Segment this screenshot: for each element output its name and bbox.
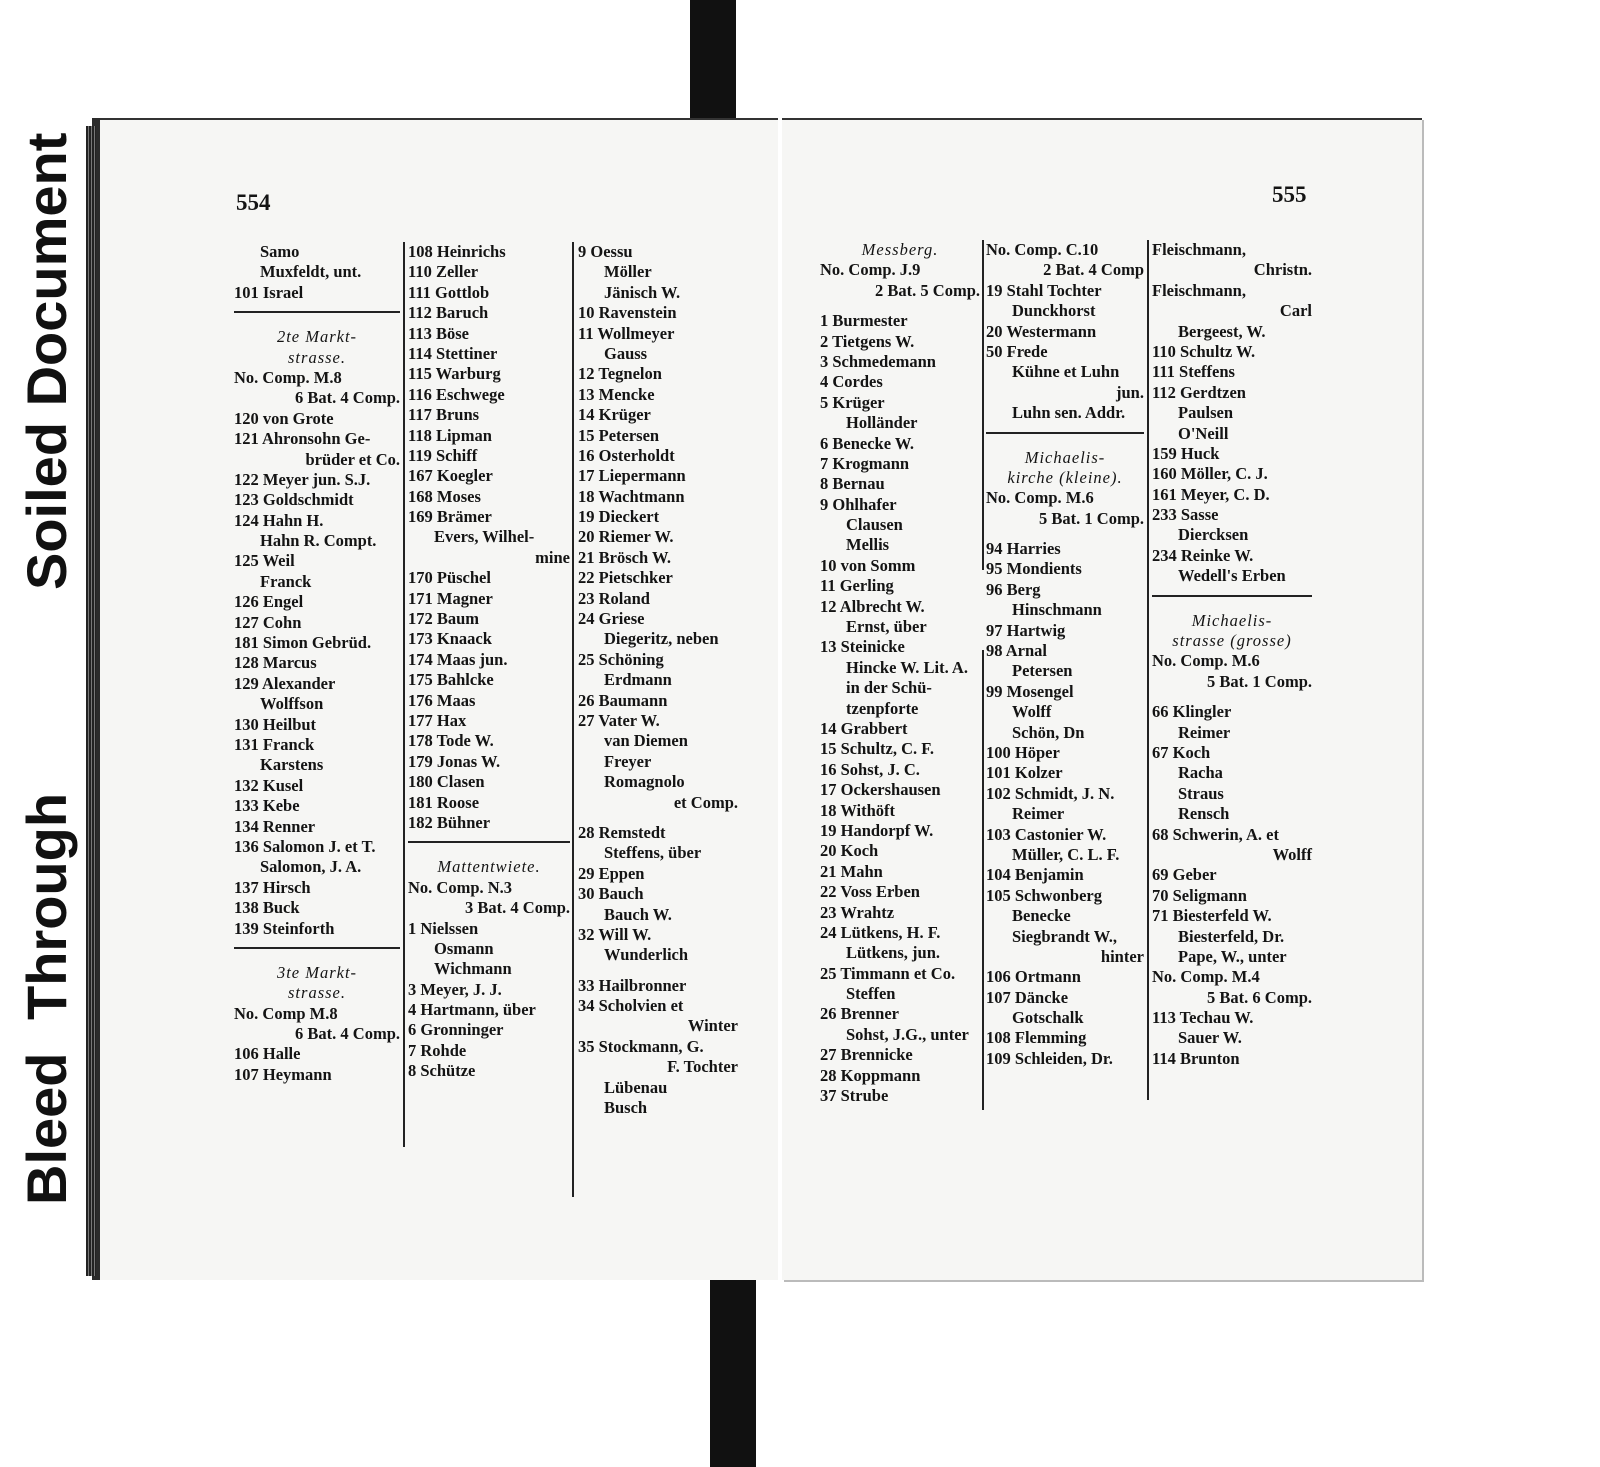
directory-entry: 182 Bühner xyxy=(408,812,491,832)
directory-entry: 23 Wrahtz xyxy=(820,902,895,922)
directory-entry: 20 Westermann xyxy=(986,321,1097,341)
side-label-word-soiled-document: Soiled Document xyxy=(15,132,78,590)
street-heading-line: Steffen xyxy=(846,984,896,1004)
directory-entry: 19 Dieckert xyxy=(578,507,660,527)
directory-entry: 114 Brunton xyxy=(1152,1048,1240,1068)
street-heading-line: Romagnolo xyxy=(604,772,685,792)
street-heading-line: kirche (kleine). xyxy=(1007,467,1123,487)
spacer xyxy=(1152,692,1312,702)
street-heading-line: Franck xyxy=(260,571,312,591)
directory-entry: 4 Hartmann, über xyxy=(408,1000,536,1020)
directory-entry: 116 Eschwege xyxy=(408,384,505,404)
book-spine-bottom xyxy=(710,1270,756,1467)
directory-entry: 115 Warburg xyxy=(408,364,501,384)
side-label-word-bleed: Bleed xyxy=(15,1052,78,1205)
directory-entry: 111 Gottlob xyxy=(408,282,490,302)
directory-entry: No. Comp. M.8 xyxy=(234,367,342,387)
directory-entry: 17 Liepermann xyxy=(578,466,686,486)
directory-entry: 169 Brämer xyxy=(408,507,492,527)
street-heading-line: Schön, Dn xyxy=(1012,722,1085,742)
directory-entry: 5 Bat. 1 Comp. xyxy=(1207,671,1312,691)
street-heading-line: Wichmann xyxy=(434,959,512,979)
street-heading-line: Michaelis- xyxy=(1191,610,1273,630)
street-heading-line: Benecke xyxy=(1012,906,1071,926)
directory-entry: Fleischmann, xyxy=(1152,240,1246,259)
directory-entry: 97 Hartwig xyxy=(986,620,1066,640)
directory-entry: 132 Kusel xyxy=(234,775,304,795)
directory-entry: 22 Voss Erben xyxy=(820,882,920,902)
section-divider xyxy=(234,311,400,313)
side-label xyxy=(12,132,82,1205)
directory-entry: 161 Meyer, C. D. xyxy=(1152,484,1270,504)
directory-entry: 108 Heinrichs xyxy=(408,242,506,261)
directory-entry: 14 Krüger xyxy=(578,405,651,425)
directory-entry: 106 Ortmann xyxy=(986,967,1081,987)
left-column-divider-2 xyxy=(572,242,574,1197)
directory-entry: 19 Handorpf W. xyxy=(820,820,934,840)
street-heading-line: Sohst, J.G., unter xyxy=(846,1024,969,1044)
directory-entry: 27 Brennicke xyxy=(820,1045,913,1065)
left-column-1 xyxy=(234,242,400,1085)
directory-entry: 6 Gronninger xyxy=(408,1020,504,1040)
directory-entry: 233 Sasse xyxy=(1152,505,1219,525)
directory-entry: 13 Steinicke xyxy=(820,637,905,657)
directory-entry: 34 Scholvien et xyxy=(578,996,684,1016)
directory-entry: 50 Frede xyxy=(986,341,1048,361)
directory-entry: 21 Mahn xyxy=(820,861,883,881)
directory-entry: 104 Benjamin xyxy=(986,865,1084,885)
street-heading-line: Busch xyxy=(604,1098,648,1118)
directory-entry: 95 Mondients xyxy=(986,559,1082,579)
street-heading-line: Gauss xyxy=(604,343,648,363)
directory-entry: 24 Lütkens, H. F. xyxy=(820,922,941,942)
directory-entry: 12 Albrecht W. xyxy=(820,596,925,616)
street-heading-line: Hahn R. Compt. xyxy=(260,531,377,551)
directory-entry: 19 Stahl Tochter xyxy=(986,280,1102,300)
directory-entry: 121 Ahronsohn Ge- xyxy=(234,429,371,449)
directory-entry: 25 Timmann et Co. xyxy=(820,963,956,983)
directory-entry: 172 Baum xyxy=(408,609,480,629)
directory-entry: 14 Grabbert xyxy=(820,718,908,738)
directory-entry: No. Comp. M.6 xyxy=(1152,651,1260,671)
street-heading-line: Racha xyxy=(1178,763,1223,783)
section-divider xyxy=(234,947,400,949)
street-heading-line: van Diemen xyxy=(604,731,688,751)
directory-entry: 106 Halle xyxy=(234,1044,301,1064)
directory-entry: 5 Krüger xyxy=(820,392,885,412)
directory-entry: 159 Huck xyxy=(1152,443,1220,463)
directory-entry: 129 Alexander xyxy=(234,673,336,693)
directory-entry: 123 Goldschmidt xyxy=(234,490,354,510)
spacer xyxy=(986,529,1144,539)
right-column-1 xyxy=(820,240,980,1106)
directory-entry: 70 Seligmann xyxy=(1152,885,1247,905)
directory-entry: 101 Israel xyxy=(234,282,304,302)
street-heading-line: Kühne et Luhn xyxy=(1012,362,1120,382)
left-page xyxy=(100,118,778,1280)
directory-entry: 26 Brenner xyxy=(820,1004,899,1024)
right-column-3 xyxy=(1152,240,1312,1069)
street-heading-line: strasse (grosse) xyxy=(1172,631,1292,651)
street-heading-line: Gotschalk xyxy=(1012,1008,1084,1028)
directory-entry: 112 Baruch xyxy=(408,303,489,323)
directory-entry: 114 Stettiner xyxy=(408,343,498,363)
directory-entry: hinter xyxy=(1100,946,1144,966)
directory-entry: 99 Mosengel xyxy=(986,681,1074,701)
directory-entry: No. Comp. C.10 xyxy=(986,240,1099,259)
directory-entry: 2 Bat. 5 Comp. xyxy=(875,280,980,300)
street-heading-line: Muxfeldt, unt. xyxy=(260,262,362,282)
street-heading-line: Salomon, J. A. xyxy=(260,857,362,877)
directory-entry: 66 Klingler xyxy=(1152,702,1232,722)
directory-entry: 138 Buck xyxy=(234,898,300,918)
directory-entry: 24 Griese xyxy=(578,609,645,629)
spacer xyxy=(578,966,738,976)
directory-entry: 134 Renner xyxy=(234,816,316,836)
directory-entry: jun. xyxy=(1116,382,1144,402)
directory-entry: 234 Reinke W. xyxy=(1152,545,1254,565)
street-heading-line: Samo xyxy=(260,242,300,261)
directory-entry: 170 Püschel xyxy=(408,568,491,588)
street-heading-line: Mellis xyxy=(846,535,890,555)
directory-entry: 71 Biesterfeld W. xyxy=(1152,906,1272,926)
street-heading-line: Bauch W. xyxy=(604,904,672,924)
directory-entry: 16 Osterholdt xyxy=(578,445,675,465)
directory-entry: 15 Petersen xyxy=(578,425,660,445)
directory-entry: 110 Zeller xyxy=(408,262,479,282)
directory-entry: 2 Tietgens W. xyxy=(820,331,915,351)
directory-entry: 110 Schultz W. xyxy=(1152,341,1256,361)
directory-entry: 4 Cordes xyxy=(820,372,883,392)
street-heading-line: Jänisch W. xyxy=(604,282,681,302)
directory-entry: 28 Remstedt xyxy=(578,822,666,842)
directory-entry: 119 Schiff xyxy=(408,445,478,465)
street-heading-line: Diercksen xyxy=(1178,525,1249,545)
street-heading-line: Reimer xyxy=(1012,804,1065,824)
directory-entry: 139 Steinforth xyxy=(234,918,335,938)
directory-entry: 3 Bat. 4 Comp. xyxy=(465,898,570,918)
directory-entry: 117 Bruns xyxy=(408,405,480,425)
directory-entry: 98 Arnal xyxy=(986,641,1047,661)
street-heading-line: Lütkens, jun. xyxy=(846,943,940,963)
directory-entry: 128 Marcus xyxy=(234,653,317,673)
directory-entry: 167 Koegler xyxy=(408,466,493,486)
directory-entry: 29 Eppen xyxy=(578,863,645,883)
street-heading-line: O'Neill xyxy=(1178,423,1229,443)
directory-entry: 11 Wollmeyer xyxy=(578,323,675,343)
directory-entry: 108 Flemming xyxy=(986,1028,1087,1048)
directory-entry: 15 Schultz, C. F. xyxy=(820,739,934,759)
directory-entry: 10 von Somm xyxy=(820,555,916,575)
spacer xyxy=(820,301,980,311)
directory-entry: 6 Benecke W. xyxy=(820,433,914,453)
directory-entry: 120 von Grote xyxy=(234,408,334,428)
directory-entry: 3 Meyer, J. J. xyxy=(408,979,502,999)
directory-entry: 174 Maas jun. xyxy=(408,649,508,669)
side-label-text xyxy=(12,132,82,1205)
directory-entry: Winter xyxy=(687,1016,738,1036)
street-heading-line: Lübenau xyxy=(604,1077,668,1097)
directory-entry: 18 Wachtmann xyxy=(578,486,685,506)
street-heading-line: Luhn sen. Addr. xyxy=(1012,403,1126,423)
right-page xyxy=(782,118,1422,1280)
right-column-divider-1b xyxy=(982,650,984,1110)
directory-entry: 26 Baumann xyxy=(578,690,668,710)
directory-entry: 113 Böse xyxy=(408,323,469,343)
street-heading-line: Wolffson xyxy=(260,694,324,714)
street-heading-line: Siegbrandt W., xyxy=(1012,926,1117,946)
street-heading-line: Steffens, über xyxy=(604,843,702,863)
right-column-divider-1a xyxy=(982,240,984,570)
directory-entry: 103 Castonier W. xyxy=(986,824,1107,844)
street-heading-line: Müller, C. L. F. xyxy=(1012,844,1120,864)
street-heading-line: Clausen xyxy=(846,515,903,535)
directory-entry: 8 Schütze xyxy=(408,1061,476,1081)
street-heading-line: 2te Markt- xyxy=(276,327,358,347)
directory-entry: No. Comp. J.9 xyxy=(820,260,921,280)
directory-entry: 111 Steffens xyxy=(1152,362,1235,382)
directory-entry: et Comp. xyxy=(673,792,738,812)
directory-entry: 28 Koppmann xyxy=(820,1065,921,1085)
directory-entry: 96 Berg xyxy=(986,579,1041,599)
directory-entry: 181 Simon Gebrüd. xyxy=(234,633,372,653)
directory-entry: 131 Franck xyxy=(234,734,315,754)
street-heading-line: Reimer xyxy=(1178,722,1231,742)
directory-entry: 133 Kebe xyxy=(234,796,300,816)
directory-entry: 181 Roose xyxy=(408,792,480,812)
directory-entry: No. Comp. N.3 xyxy=(408,877,513,897)
directory-entry: 5 Bat. 6 Comp. xyxy=(1207,987,1312,1007)
directory-entry: 69 Geber xyxy=(1152,865,1217,885)
directory-entry: 16 Sohst, J. C. xyxy=(820,759,920,779)
directory-entry: No. Comp. M.6 xyxy=(986,488,1094,508)
street-heading-line: Erdmann xyxy=(604,670,672,690)
street-heading-line: strasse. xyxy=(288,347,346,367)
section-divider xyxy=(408,841,570,843)
directory-entry: 20 Riemer W. xyxy=(578,527,674,547)
directory-entry: 126 Engel xyxy=(234,592,304,612)
street-heading-line: Wedell's Erben xyxy=(1178,566,1286,586)
left-column-divider-1 xyxy=(403,242,405,1147)
street-heading-line: strasse. xyxy=(288,983,346,1003)
directory-entry: 105 Schwonberg xyxy=(986,885,1102,905)
directory-entry: 109 Schleiden, Dr. xyxy=(986,1048,1113,1068)
street-heading-line: in der Schü- xyxy=(846,678,932,698)
street-heading-line: Bergeest, W. xyxy=(1178,321,1266,341)
directory-entry: Wolff xyxy=(1272,844,1312,864)
directory-entry: 101 Kolzer xyxy=(986,763,1063,783)
directory-entry: mine xyxy=(535,547,570,567)
directory-entry: F. Tochter xyxy=(667,1057,738,1077)
directory-entry: 67 Koch xyxy=(1152,742,1211,762)
directory-entry: 124 Hahn H. xyxy=(234,510,324,530)
directory-entry: 9 Oessu xyxy=(578,242,633,261)
directory-entry: 9 Ohlhafer xyxy=(820,494,897,514)
street-heading-line: Hinschmann xyxy=(1012,600,1102,620)
directory-entry: 1 Burmester xyxy=(820,311,908,331)
section-divider xyxy=(986,432,1144,434)
street-heading-line: Freyer xyxy=(604,751,652,771)
directory-entry: 2 Bat. 4 Comp xyxy=(1043,260,1144,280)
directory-entry: 178 Tode W. xyxy=(408,731,494,751)
street-heading-line: Wunderlich xyxy=(604,945,689,965)
directory-entry: 160 Möller, C. J. xyxy=(1152,464,1268,484)
directory-entry: 30 Bauch xyxy=(578,884,644,904)
directory-entry: 180 Clasen xyxy=(408,772,485,792)
directory-entry: 68 Schwerin, A. et xyxy=(1152,824,1279,844)
directory-entry: 94 Harries xyxy=(986,539,1061,559)
street-heading-line: Karstens xyxy=(260,755,324,775)
directory-entry: 8 Bernau xyxy=(820,474,885,494)
directory-entry: 168 Moses xyxy=(408,486,481,506)
side-label-word-through: Through xyxy=(15,792,78,1020)
directory-entry: 17 Ockershausen xyxy=(820,780,941,800)
street-heading-line: Osmann xyxy=(434,938,494,958)
street-heading-line: Petersen xyxy=(1012,661,1073,681)
directory-entry: 177 Hax xyxy=(408,710,467,730)
directory-entry: 1 Nielssen xyxy=(408,918,479,938)
directory-entry: 130 Heilbut xyxy=(234,714,317,734)
directory-entry: 32 Will W. xyxy=(578,924,652,944)
directory-entry: Carl xyxy=(1279,301,1312,321)
street-heading-line: Biesterfeld, Dr. xyxy=(1178,926,1285,946)
street-heading-line: Wolff xyxy=(1012,702,1052,722)
directory-entry: 107 Heymann xyxy=(234,1064,332,1084)
directory-entry: 5 Bat. 1 Comp. xyxy=(1039,508,1144,528)
directory-entry: 10 Ravenstein xyxy=(578,303,677,323)
directory-entry: 7 Krogmann xyxy=(820,453,910,473)
directory-entry: 13 Mencke xyxy=(578,384,655,404)
street-heading-line: Hincke W. Lit. A. xyxy=(846,657,968,677)
directory-entry: 125 Weil xyxy=(234,551,295,571)
directory-entry: 179 Jonas W. xyxy=(408,751,501,771)
directory-entry: 35 Stockmann, G. xyxy=(578,1036,704,1056)
directory-entry: 37 Strube xyxy=(820,1086,889,1106)
directory-entry: 21 Brösch W. xyxy=(578,547,672,567)
directory-entry: 27 Vater W. xyxy=(578,710,660,730)
right-page-number: 555 xyxy=(1272,182,1307,207)
right-column-2 xyxy=(986,240,1144,1069)
directory-entry: 11 Gerling xyxy=(820,576,894,596)
directory-entry: 171 Magner xyxy=(408,588,493,608)
directory-entry: 173 Knaack xyxy=(408,629,492,649)
left-column-2 xyxy=(408,242,570,1082)
directory-entry: 113 Techau W. xyxy=(1152,1008,1254,1028)
directory-entry: 176 Maas xyxy=(408,690,476,710)
directory-entry: 20 Koch xyxy=(820,841,879,861)
street-heading-line: Michaelis- xyxy=(1024,447,1106,467)
right-column-divider-2 xyxy=(1147,240,1149,1100)
street-heading-line: Pape, W., unter xyxy=(1178,946,1287,966)
street-heading-line: Mattentwiete. xyxy=(437,857,541,877)
directory-entry: 175 Bahlcke xyxy=(408,670,494,690)
street-heading-line: Ernst, über xyxy=(846,617,927,637)
directory-entry: No. Comp. M.4 xyxy=(1152,967,1260,987)
directory-entry: 18 Withöft xyxy=(820,800,896,820)
directory-entry: 22 Pietschker xyxy=(578,568,673,588)
street-heading-line: Dunckhorst xyxy=(1012,301,1096,321)
directory-entry: 136 Salomon J. et T. xyxy=(234,836,376,856)
directory-entry: 100 Höper xyxy=(986,742,1060,762)
street-heading-line: Evers, Wilhel- xyxy=(434,527,535,547)
spacer xyxy=(578,813,738,823)
street-heading-line: Sauer W. xyxy=(1178,1028,1242,1048)
directory-entry: Christn. xyxy=(1253,260,1312,280)
directory-entry: brüder et Co. xyxy=(305,449,400,469)
directory-entry: 137 Hirsch xyxy=(234,877,311,897)
directory-entry: 6 Bat. 4 Comp. xyxy=(295,388,400,408)
directory-entry: 118 Lipman xyxy=(408,425,492,445)
street-heading-line: 3te Markt- xyxy=(276,962,358,982)
directory-entry: 107 Däncke xyxy=(986,987,1069,1007)
directory-entry: 12 Tegnelon xyxy=(578,364,662,384)
directory-entry: 102 Schmidt, J. N. xyxy=(986,783,1115,803)
street-heading-line: Rensch xyxy=(1178,804,1230,824)
street-heading-line: Messberg. xyxy=(861,240,939,259)
directory-entry: 112 Gerdtzen xyxy=(1152,382,1246,402)
section-divider xyxy=(1152,595,1312,597)
directory-entry: 127 Cohn xyxy=(234,612,302,632)
directory-entry: 3 Schmedemann xyxy=(820,351,936,371)
directory-entry: 23 Roland xyxy=(578,588,650,608)
street-heading-line: Möller xyxy=(604,262,652,282)
directory-entry: 33 Hailbronner xyxy=(578,975,687,995)
directory-entry: Fleischmann, xyxy=(1152,280,1246,300)
left-page-number: 554 xyxy=(236,190,271,215)
street-heading-line: tzenpforte xyxy=(846,698,919,718)
directory-entry: 122 Meyer jun. S.J. xyxy=(234,469,371,489)
street-heading-line: Straus xyxy=(1178,783,1224,803)
street-heading-line: Diegeritz, neben xyxy=(604,629,719,649)
directory-entry: No. Comp M.8 xyxy=(234,1003,338,1023)
left-column-3 xyxy=(578,242,738,1118)
directory-entry: 25 Schöning xyxy=(578,649,664,669)
directory-entry: 6 Bat. 4 Comp. xyxy=(295,1024,400,1044)
directory-entry: 7 Rohde xyxy=(408,1040,467,1060)
street-heading-line: Holländer xyxy=(846,413,918,433)
street-heading-line: Paulsen xyxy=(1178,403,1234,423)
